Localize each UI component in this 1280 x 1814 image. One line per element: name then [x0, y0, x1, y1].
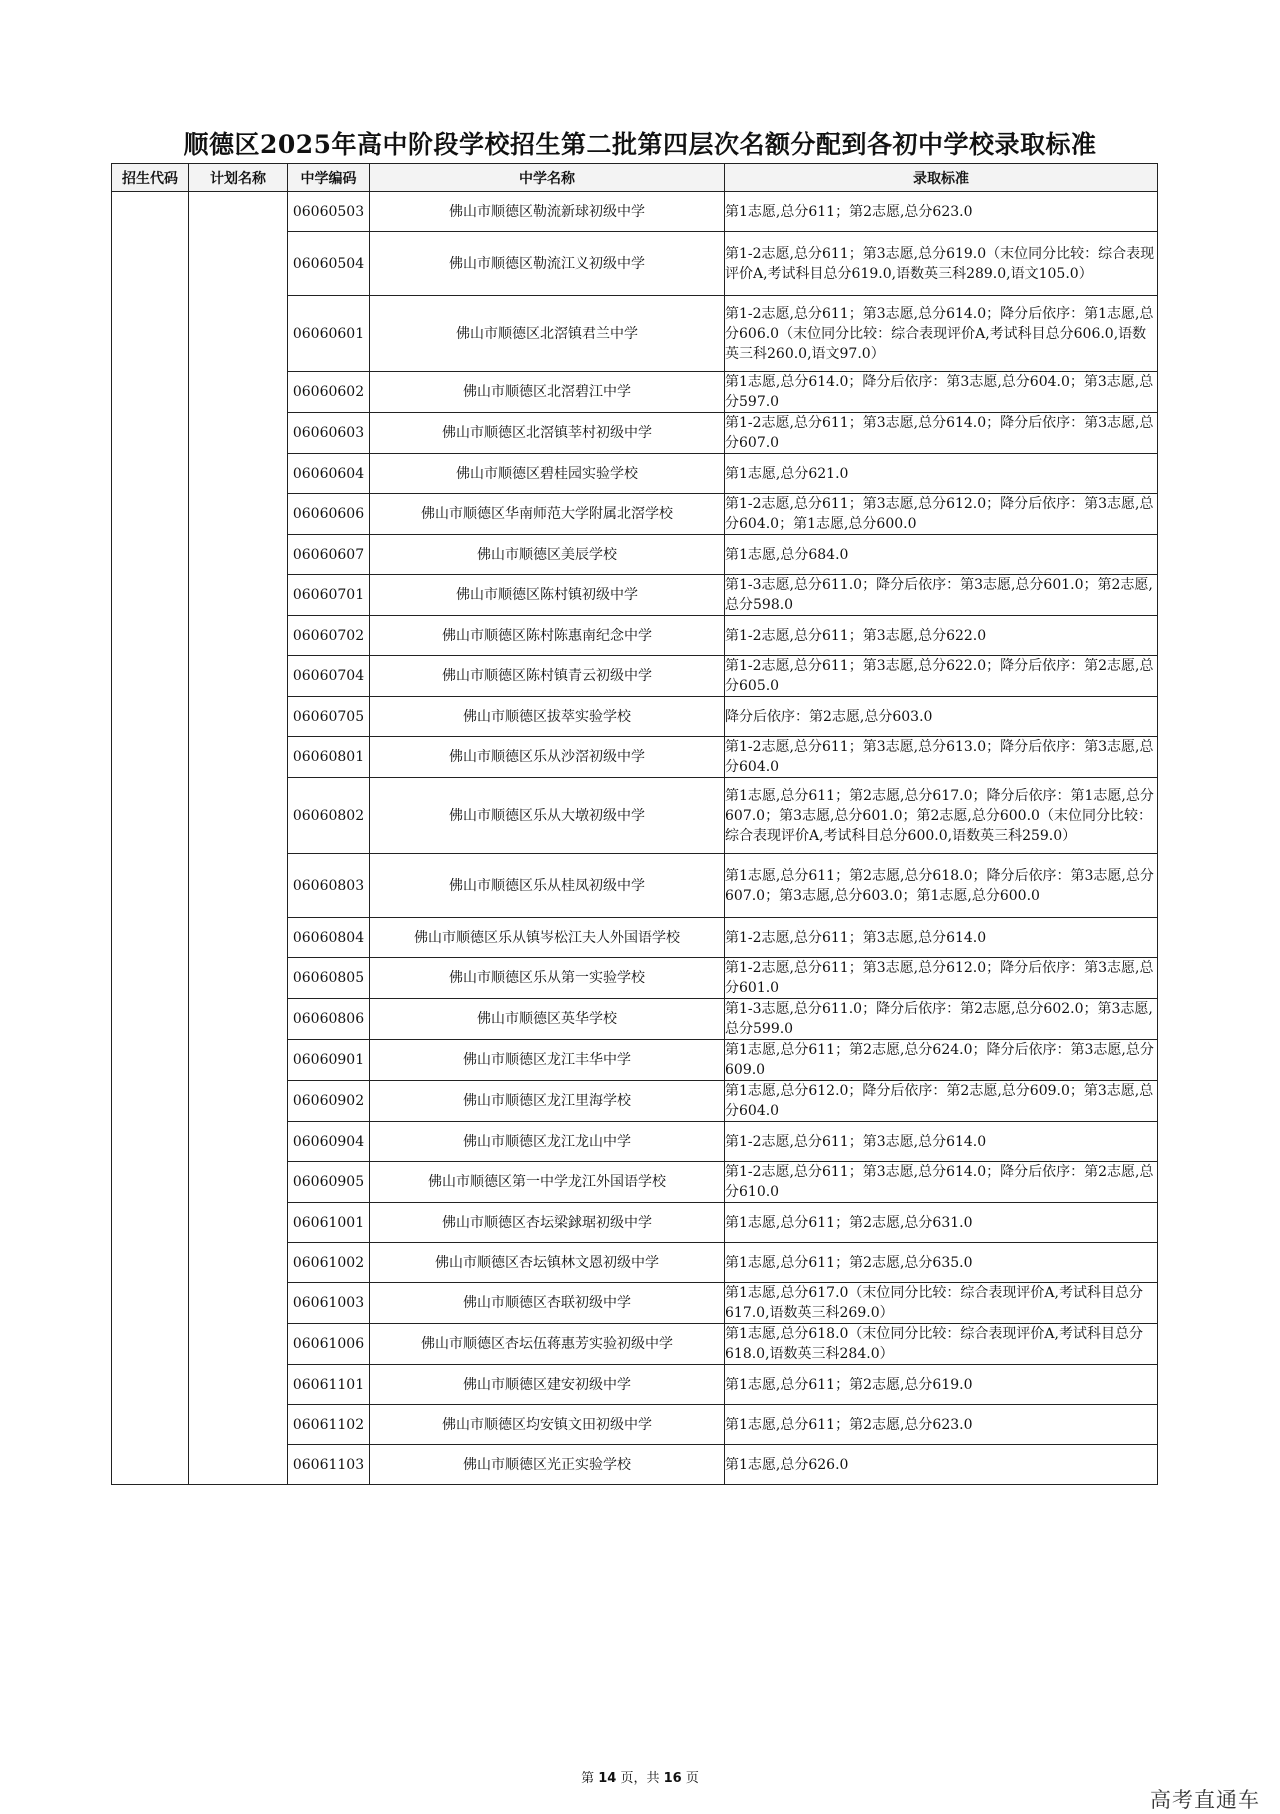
- school-name-cell: 佛山市顺德区乐从桂凤初级中学: [370, 854, 725, 918]
- school-code-cell: 06060602: [288, 372, 370, 413]
- criteria-cell: 第1志愿,总分611；第2志愿,总分619.0: [725, 1365, 1158, 1405]
- school-code-cell: 06060806: [288, 999, 370, 1040]
- school-code-cell: 06060905: [288, 1162, 370, 1203]
- school-code-cell: 06060901: [288, 1040, 370, 1081]
- table-header-row: [112, 164, 1158, 192]
- criteria-cell: 第1志愿,总分611；第2志愿,总分617.0；降分后依序：第1志愿,总分607.0；第3志愿,总分601.0；第2志愿,总分600.0（末位同分比较：综合表现评价A,考试科目总分600.0,语数英三科259.0）: [725, 778, 1158, 854]
- school-name-cell: 佛山市顺德区杏坛梁銶琚初级中学: [370, 1203, 725, 1243]
- criteria-cell: 第1-2志愿,总分611；第3志愿,总分619.0（末位同分比较：综合表现评价A,考试科目总分619.0,语数英三科289.0,语文105.0）: [725, 232, 1158, 296]
- criteria-cell: 第1志愿,总分618.0（末位同分比较：综合表现评价A,考试科目总分618.0,语数英三科284.0）: [725, 1324, 1158, 1365]
- school-name-cell: 佛山市顺德区北滘碧江中学: [370, 372, 725, 413]
- table-body: [112, 192, 1158, 1485]
- table-row: [112, 192, 1158, 232]
- school-code-cell: 06060705: [288, 697, 370, 737]
- school-name-cell: 佛山市顺德区杏坛伍蒋惠芳实验初级中学: [370, 1324, 725, 1365]
- criteria-cell: 第1-2志愿,总分611；第3志愿,总分612.0；降分后依序：第3志愿,总分601.0: [725, 958, 1158, 999]
- school-name-cell: 佛山市顺德区陈村镇青云初级中学: [370, 656, 725, 697]
- school-code-cell: 06061101: [288, 1365, 370, 1405]
- school-code-cell: 06060701: [288, 575, 370, 616]
- header-criteria: 录取标准: [725, 164, 1158, 192]
- criteria-cell: 第1-2志愿,总分611；第3志愿,总分614.0；降分后依序：第1志愿,总分606.0（末位同分比较：综合表现评价A,考试科目总分606.0,语数英三科260.0,语文97.0）: [725, 296, 1158, 372]
- school-name-cell: 佛山市顺德区陈村镇初级中学: [370, 575, 725, 616]
- footer-page-number: 14: [598, 1771, 617, 1786]
- school-code-cell: 06060904: [288, 1122, 370, 1162]
- school-code-cell: 06060704: [288, 656, 370, 697]
- criteria-cell: 第1志愿,总分611；第2志愿,总分631.0: [725, 1203, 1158, 1243]
- school-name-cell: 佛山市顺德区华南师范大学附属北滘学校: [370, 494, 725, 535]
- school-name-cell: 佛山市顺德区建安初级中学: [370, 1365, 725, 1405]
- school-code-cell: 06060603: [288, 413, 370, 454]
- criteria-cell: 第1-3志愿,总分611.0；降分后依序：第3志愿,总分601.0；第2志愿,总分598.0: [725, 575, 1158, 616]
- school-name-cell: 佛山市顺德区光正实验学校: [370, 1445, 725, 1485]
- school-name-cell: 佛山市顺德区龙江里海学校: [370, 1081, 725, 1122]
- criteria-cell: 第1志愿,总分617.0（末位同分比较：综合表现评价A,考试科目总分617.0,语数英三科269.0）: [725, 1283, 1158, 1324]
- school-code-cell: 06060607: [288, 535, 370, 575]
- school-name-cell: 佛山市顺德区杏联初级中学: [370, 1283, 725, 1324]
- header-enroll-code: 招生代码: [112, 164, 189, 192]
- header-plan-name: 计划名称: [189, 164, 288, 192]
- school-name-cell: 佛山市顺德区第一中学龙江外国语学校: [370, 1162, 725, 1203]
- school-name-cell: 佛山市顺德区龙江龙山中学: [370, 1122, 725, 1162]
- criteria-cell: 第1志愿,总分621.0: [725, 454, 1158, 494]
- school-code-cell: 06061002: [288, 1243, 370, 1283]
- footer-middle: 页，共: [616, 1771, 664, 1786]
- page-footer: [0, 1767, 1280, 1786]
- criteria-cell: 第1-2志愿,总分611；第3志愿,总分622.0: [725, 616, 1158, 656]
- school-code-cell: 06060504: [288, 232, 370, 296]
- criteria-cell: 第1-2志愿,总分611；第3志愿,总分613.0；降分后依序：第3志愿,总分604.0: [725, 737, 1158, 778]
- school-code-cell: 06060801: [288, 737, 370, 778]
- enroll-code-cell: [112, 192, 189, 1485]
- school-name-cell: 佛山市顺德区拔萃实验学校: [370, 697, 725, 737]
- school-name-cell: 佛山市顺德区美辰学校: [370, 535, 725, 575]
- criteria-cell: 第1志愿,总分611；第2志愿,总分635.0: [725, 1243, 1158, 1283]
- school-name-cell: 佛山市顺德区勒流新球初级中学: [370, 192, 725, 232]
- criteria-cell: 第1志愿,总分612.0；降分后依序：第2志愿,总分609.0；第3志愿,总分604.0: [725, 1081, 1158, 1122]
- school-code-cell: 06060805: [288, 958, 370, 999]
- school-code-cell: 06061102: [288, 1405, 370, 1445]
- school-code-cell: 06061103: [288, 1445, 370, 1485]
- watermark: 高考直通车: [1150, 1788, 1260, 1812]
- school-name-cell: 佛山市顺德区杏坛镇林文恩初级中学: [370, 1243, 725, 1283]
- page-title: 顺德区2025年高中阶段学校招生第二批第四层次名额分配到各初中学校录取标准: [183, 130, 1097, 159]
- school-code-cell: 06060803: [288, 854, 370, 918]
- school-name-cell: 佛山市顺德区英华学校: [370, 999, 725, 1040]
- school-code-cell: 06060804: [288, 918, 370, 958]
- school-code-cell: 06060606: [288, 494, 370, 535]
- school-name-cell: 佛山市顺德区均安镇文田初级中学: [370, 1405, 725, 1445]
- school-name-cell: 佛山市顺德区龙江丰华中学: [370, 1040, 725, 1081]
- school-name-cell: 佛山市顺德区乐从第一实验学校: [370, 958, 725, 999]
- footer-suffix: 页: [681, 1771, 699, 1786]
- school-name-cell: 佛山市顺德区碧桂园实验学校: [370, 454, 725, 494]
- criteria-cell: 第1志愿,总分611；第2志愿,总分618.0；降分后依序：第3志愿,总分607.0；第3志愿,总分603.0；第1志愿,总分600.0: [725, 854, 1158, 918]
- criteria-cell: 第1-2志愿,总分611；第3志愿,总分622.0；降分后依序：第2志愿,总分605.0: [725, 656, 1158, 697]
- criteria-cell: 第1志愿,总分611；第2志愿,总分623.0: [725, 1405, 1158, 1445]
- criteria-cell: 第1志愿,总分614.0；降分后依序：第3志愿,总分604.0；第3志愿,总分597.0: [725, 372, 1158, 413]
- footer-total-pages: 16: [663, 1771, 682, 1786]
- school-name-cell: 佛山市顺德区乐从沙滘初级中学: [370, 737, 725, 778]
- school-code-cell: 06061006: [288, 1324, 370, 1365]
- criteria-cell: 第1志愿,总分611；第2志愿,总分624.0；降分后依序：第3志愿,总分609.0: [725, 1040, 1158, 1081]
- school-code-cell: 06060802: [288, 778, 370, 854]
- criteria-cell: 第1-2志愿,总分611；第3志愿,总分614.0: [725, 918, 1158, 958]
- criteria-cell: 第1志愿,总分684.0: [725, 535, 1158, 575]
- criteria-cell: 降分后依序：第2志愿,总分603.0: [725, 697, 1158, 737]
- school-name-cell: 佛山市顺德区勒流江义初级中学: [370, 232, 725, 296]
- criteria-cell: 第1-2志愿,总分611；第3志愿,总分614.0；降分后依序：第3志愿,总分607.0: [725, 413, 1158, 454]
- header-school-name: 中学名称: [370, 164, 725, 192]
- school-code-cell: 06061003: [288, 1283, 370, 1324]
- school-code-cell: 06060503: [288, 192, 370, 232]
- school-name-cell: 佛山市顺德区北滘镇莘村初级中学: [370, 413, 725, 454]
- criteria-cell: 第1志愿,总分611；第2志愿,总分623.0: [725, 192, 1158, 232]
- footer-prefix: 第: [581, 1771, 599, 1786]
- criteria-cell: 第1-3志愿,总分611.0；降分后依序：第2志愿,总分602.0；第3志愿,总分599.0: [725, 999, 1158, 1040]
- criteria-cell: 第1-2志愿,总分611；第3志愿,总分612.0；降分后依序：第3志愿,总分604.0；第1志愿,总分600.0: [725, 494, 1158, 535]
- school-name-cell: 佛山市顺德区陈村陈惠南纪念中学: [370, 616, 725, 656]
- criteria-cell: 第1志愿,总分626.0: [725, 1445, 1158, 1485]
- school-name-cell: 佛山市顺德区乐从大墩初级中学: [370, 778, 725, 854]
- header-school-code: 中学编码: [288, 164, 370, 192]
- school-name-cell: 佛山市顺德区北滘镇君兰中学: [370, 296, 725, 372]
- admission-table: [111, 163, 1158, 1485]
- school-code-cell: 06060601: [288, 296, 370, 372]
- criteria-cell: 第1-2志愿,总分611；第3志愿,总分614.0；降分后依序：第2志愿,总分610.0: [725, 1162, 1158, 1203]
- school-code-cell: 06060702: [288, 616, 370, 656]
- criteria-cell: 第1-2志愿,总分611；第3志愿,总分614.0: [725, 1122, 1158, 1162]
- school-code-cell: 06060902: [288, 1081, 370, 1122]
- school-code-cell: 06061001: [288, 1203, 370, 1243]
- school-code-cell: 06060604: [288, 454, 370, 494]
- school-name-cell: 佛山市顺德区乐从镇岑松江夫人外国语学校: [370, 918, 725, 958]
- plan-name-cell: [189, 192, 288, 1485]
